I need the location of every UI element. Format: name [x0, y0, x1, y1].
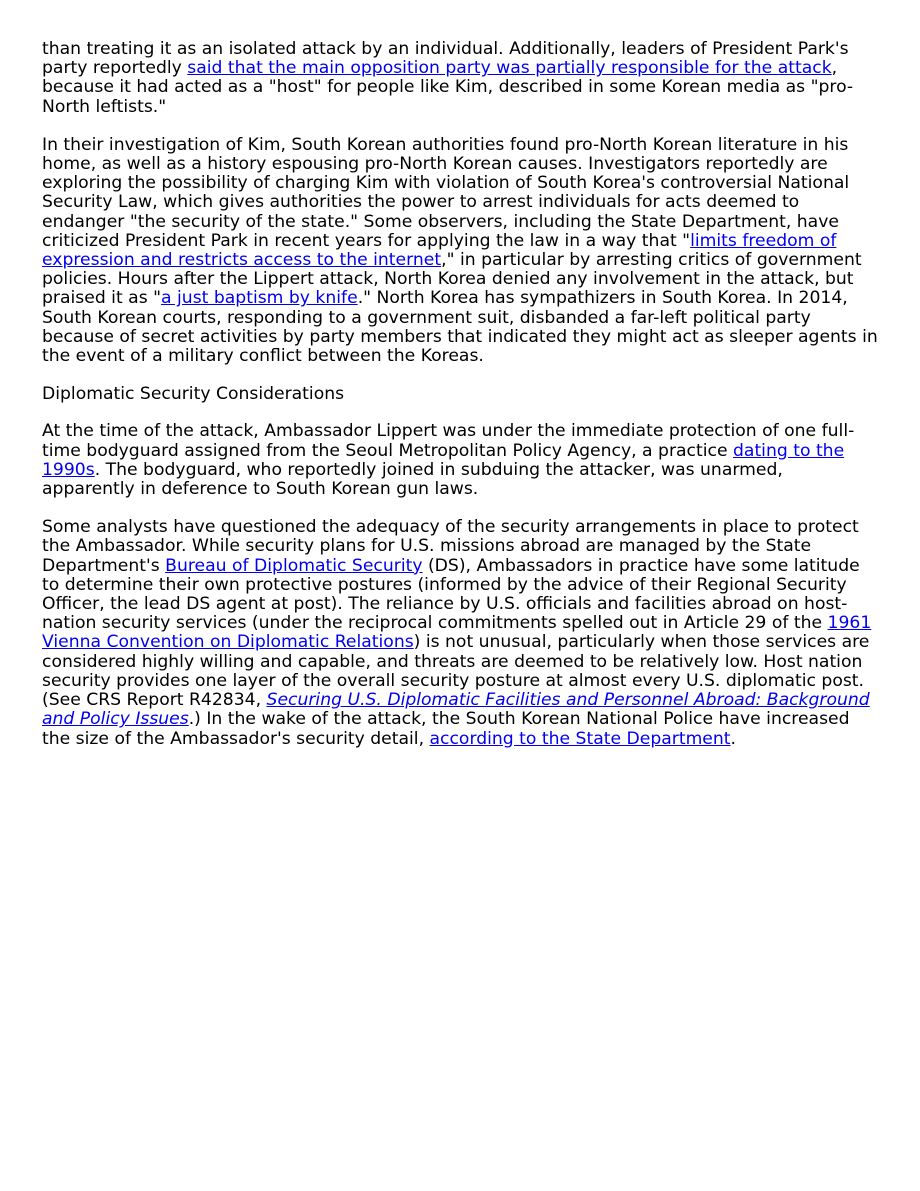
- paragraph-text: ," in particular by arresting critics of government policies. Hours after the Lippert attack, North Korea denied any involvement in the attack, but praised it as ": [42, 250, 862, 309]
- paragraph-text: .) In the wake of the attack, the South Korean National Police have increased the size of the Ambassador's security detail,: [42, 709, 850, 749]
- state-department-link[interactable]: according to the State Department: [429, 728, 731, 749]
- paragraph: [42, 136, 878, 366]
- paragraph: [42, 422, 878, 499]
- paragraph-text: .: [730, 728, 736, 749]
- paragraph-text: Some analysts have questioned the adequacy of the security arrangements in place to protect the Ambassador. While security plans for U.S. missions abroad are managed by the State Department's: [42, 517, 859, 576]
- paragraph-text: (DS), Ambassadors in practice have some latitude to determine their own protective postures (informed by the advice of their Regional Security Officer, the lead DS agent at post). The reliance by U.S. officials and facilities abroad on host-nation security services (under the reciprocal commitments spelled out in Article 29 of the: [42, 555, 860, 634]
- paragraph-text: ) is not unusual, particularly when those services are considered highly willing and capable, and threats are deemed to be relatively low. Host nation security provides one layer of the overall security posture at almost every U.S. diplomatic post. (See CRS Report R42834,: [42, 632, 870, 711]
- crs-report-link[interactable]: Securing U.S. Diplomatic Facilities and Personnel Abroad: Background and Policy Issues: [42, 690, 870, 730]
- paragraph-text: At the time of the attack, Ambassador Lippert was under the immediate protection of one full-time bodyguard assigned from the Seoul Metropolitan Policy Agency, a practice: [42, 421, 855, 461]
- paragraph: [42, 40, 878, 117]
- vienna-convention-link[interactable]: 1961 Vienna Convention on Diplomatic Relations: [42, 613, 872, 653]
- paragraph-text: In their investigation of Kim, South Korean authorities found pro-North Korean literature in his home, as well as a history espousing pro-North Korean causes. Investigators reportedly are exploring the possibility of charging Kim with violation of South Korea's controversial National Security Law, which gives authorities the power to arrest individuals for acts deemed to endanger "the security of the state." Some observers, including the State Department, have criticized President Park in recent years for applying the law in a way that ": [42, 134, 850, 251]
- paragraph-text: than treating it as an isolated attack by an individual. Additionally, leaders of President Park's party reportedly: [42, 39, 849, 79]
- limits-freedom-link[interactable]: limits freedom of expression and restricts access to the internet: [42, 230, 837, 271]
- dating-1990s-link[interactable]: dating to the 1990s: [42, 440, 845, 480]
- paragraph-text: ." North Korea has sympathizers in South Korea. In 2014, South Korean courts, responding to a government suit, disbanded a far-left political party because of secret activities by party members that indicated they might act as sleeper agents in the event of a military conflict between the Koreas.: [42, 288, 878, 367]
- paragraph: [42, 518, 878, 748]
- opposition-responsible-link[interactable]: said that the main opposition party was partially responsible for the attack: [187, 58, 832, 79]
- document-body: [42, 40, 878, 768]
- section-heading: Diplomatic Security Considerations: [42, 384, 345, 405]
- bureau-diplomatic-security-link[interactable]: Bureau of Diplomatic Security: [165, 555, 423, 576]
- baptism-by-knife-link[interactable]: a just baptism by knife: [161, 288, 358, 309]
- paragraph-text: , because it had acted as a "host" for people like Kim, described in some Korean media as "pro-North leftists.": [42, 58, 854, 117]
- paragraph-text: . The bodyguard, who reportedly joined in subduing the attacker, was unarmed, apparently in deference to South Korean gun laws.: [42, 459, 783, 500]
